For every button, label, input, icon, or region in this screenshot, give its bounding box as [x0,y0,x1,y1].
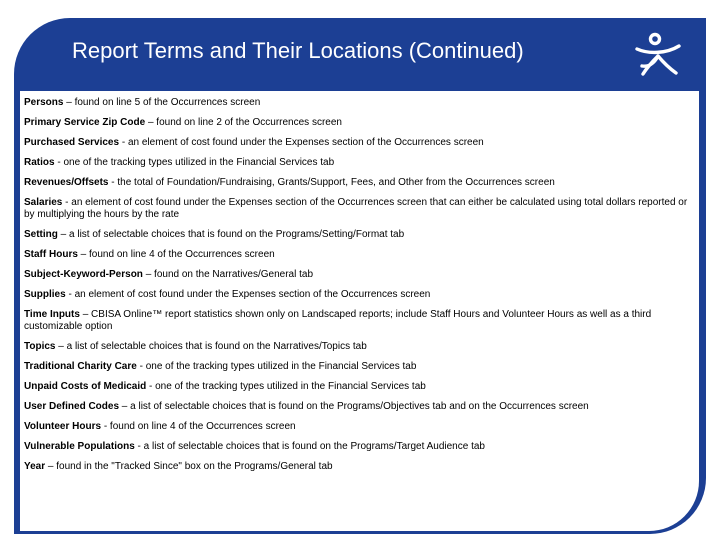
terms-list [24,97,690,481]
term-definition: – found on the Narratives/General tab [142,269,314,280]
term-name: Primary Service Zip Code [24,117,146,128]
term-name: Persons [24,97,64,108]
term-entry [24,269,690,281]
term-definition: - one of the tracking types utilized in the Financial Services tab [146,381,426,392]
term-entry [24,361,690,373]
term-entry [24,401,690,413]
term-name: Time Inputs [24,309,80,320]
term-definition: - found on line 4 of the Occurrences screen [101,421,296,432]
term-name: Unpaid Costs of Medicaid [24,381,147,392]
term-entry [24,229,690,241]
term-name: Topics [24,341,56,352]
term-name: Salaries [24,197,63,208]
term-name: Revenues/Offsets [24,177,109,188]
term-definition: - one of the tracking types utilized in the Financial Services tab [54,157,335,168]
term-definition: – found on line 4 of the Occurrences screen [77,249,275,260]
term-definition: - an element of cost found under the Expenses section of the Occurrences screen [65,289,431,300]
term-definition: - an element of cost found under the Expenses section of the Occurrences screen that can either be calculated using total dollars reported or by multiplying the hours by the rate [24,197,688,220]
stick-figure-logo-icon [632,30,684,78]
term-definition: - the total of Foundation/Fundraising, Grants/Support, Fees, and Other from the Occurrences screen [108,177,555,188]
term-name: Subject-Keyword-Person [24,269,143,280]
term-definition: - a list of selectable choices that is found on the Programs/Target Audience tab [134,441,485,452]
term-entry [24,309,690,333]
term-name: Year [24,461,46,472]
term-entry [24,177,690,189]
term-entry [24,97,690,109]
term-entry [24,117,690,129]
term-definition: – found in the "Tracked Since" box on the Programs/General tab [45,461,333,472]
term-definition: – a list of selectable choices that is found on the Programs/Objectives tab and on the Occurrences screen [119,401,589,412]
term-name: Vulnerable Populations [24,441,135,452]
term-entry [24,381,690,393]
term-entry [24,461,690,473]
term-name: Ratios [24,157,55,168]
term-definition: – CBISA Online™ report statistics shown only on Landscaped reports; include Staff Hours and Volunteer Hours as well as a third customizable option [24,309,652,332]
slide-title: Report Terms and Their Locations (Continued) [72,38,524,63]
term-name: Supplies [24,289,66,300]
term-definition: – a list of selectable choices that is found on the Narratives/Topics tab [55,341,367,352]
term-name: Traditional Charity Care [24,361,137,372]
term-entry [24,157,690,169]
term-name: Setting [24,229,58,240]
term-name: Staff Hours [24,249,78,260]
term-entry [24,341,690,353]
term-entry [24,197,690,221]
term-definition: – found on line 2 of the Occurrences screen [145,117,342,128]
term-definition: - an element of cost found under the Expenses section of the Occurrences screen [119,137,484,148]
term-name: Volunteer Hours [24,421,102,432]
term-entry [24,441,690,453]
term-entry [24,249,690,261]
term-entry [24,289,690,301]
term-definition: – a list of selectable choices that is found on the Programs/Setting/Format tab [57,229,405,240]
term-name: Purchased Services [24,137,120,148]
term-name: User Defined Codes [24,401,120,412]
term-entry [24,421,690,433]
term-entry [24,137,690,149]
term-definition: - one of the tracking types utilized in the Financial Services tab [136,361,417,372]
term-definition: – found on line 5 of the Occurrences screen [63,97,261,108]
